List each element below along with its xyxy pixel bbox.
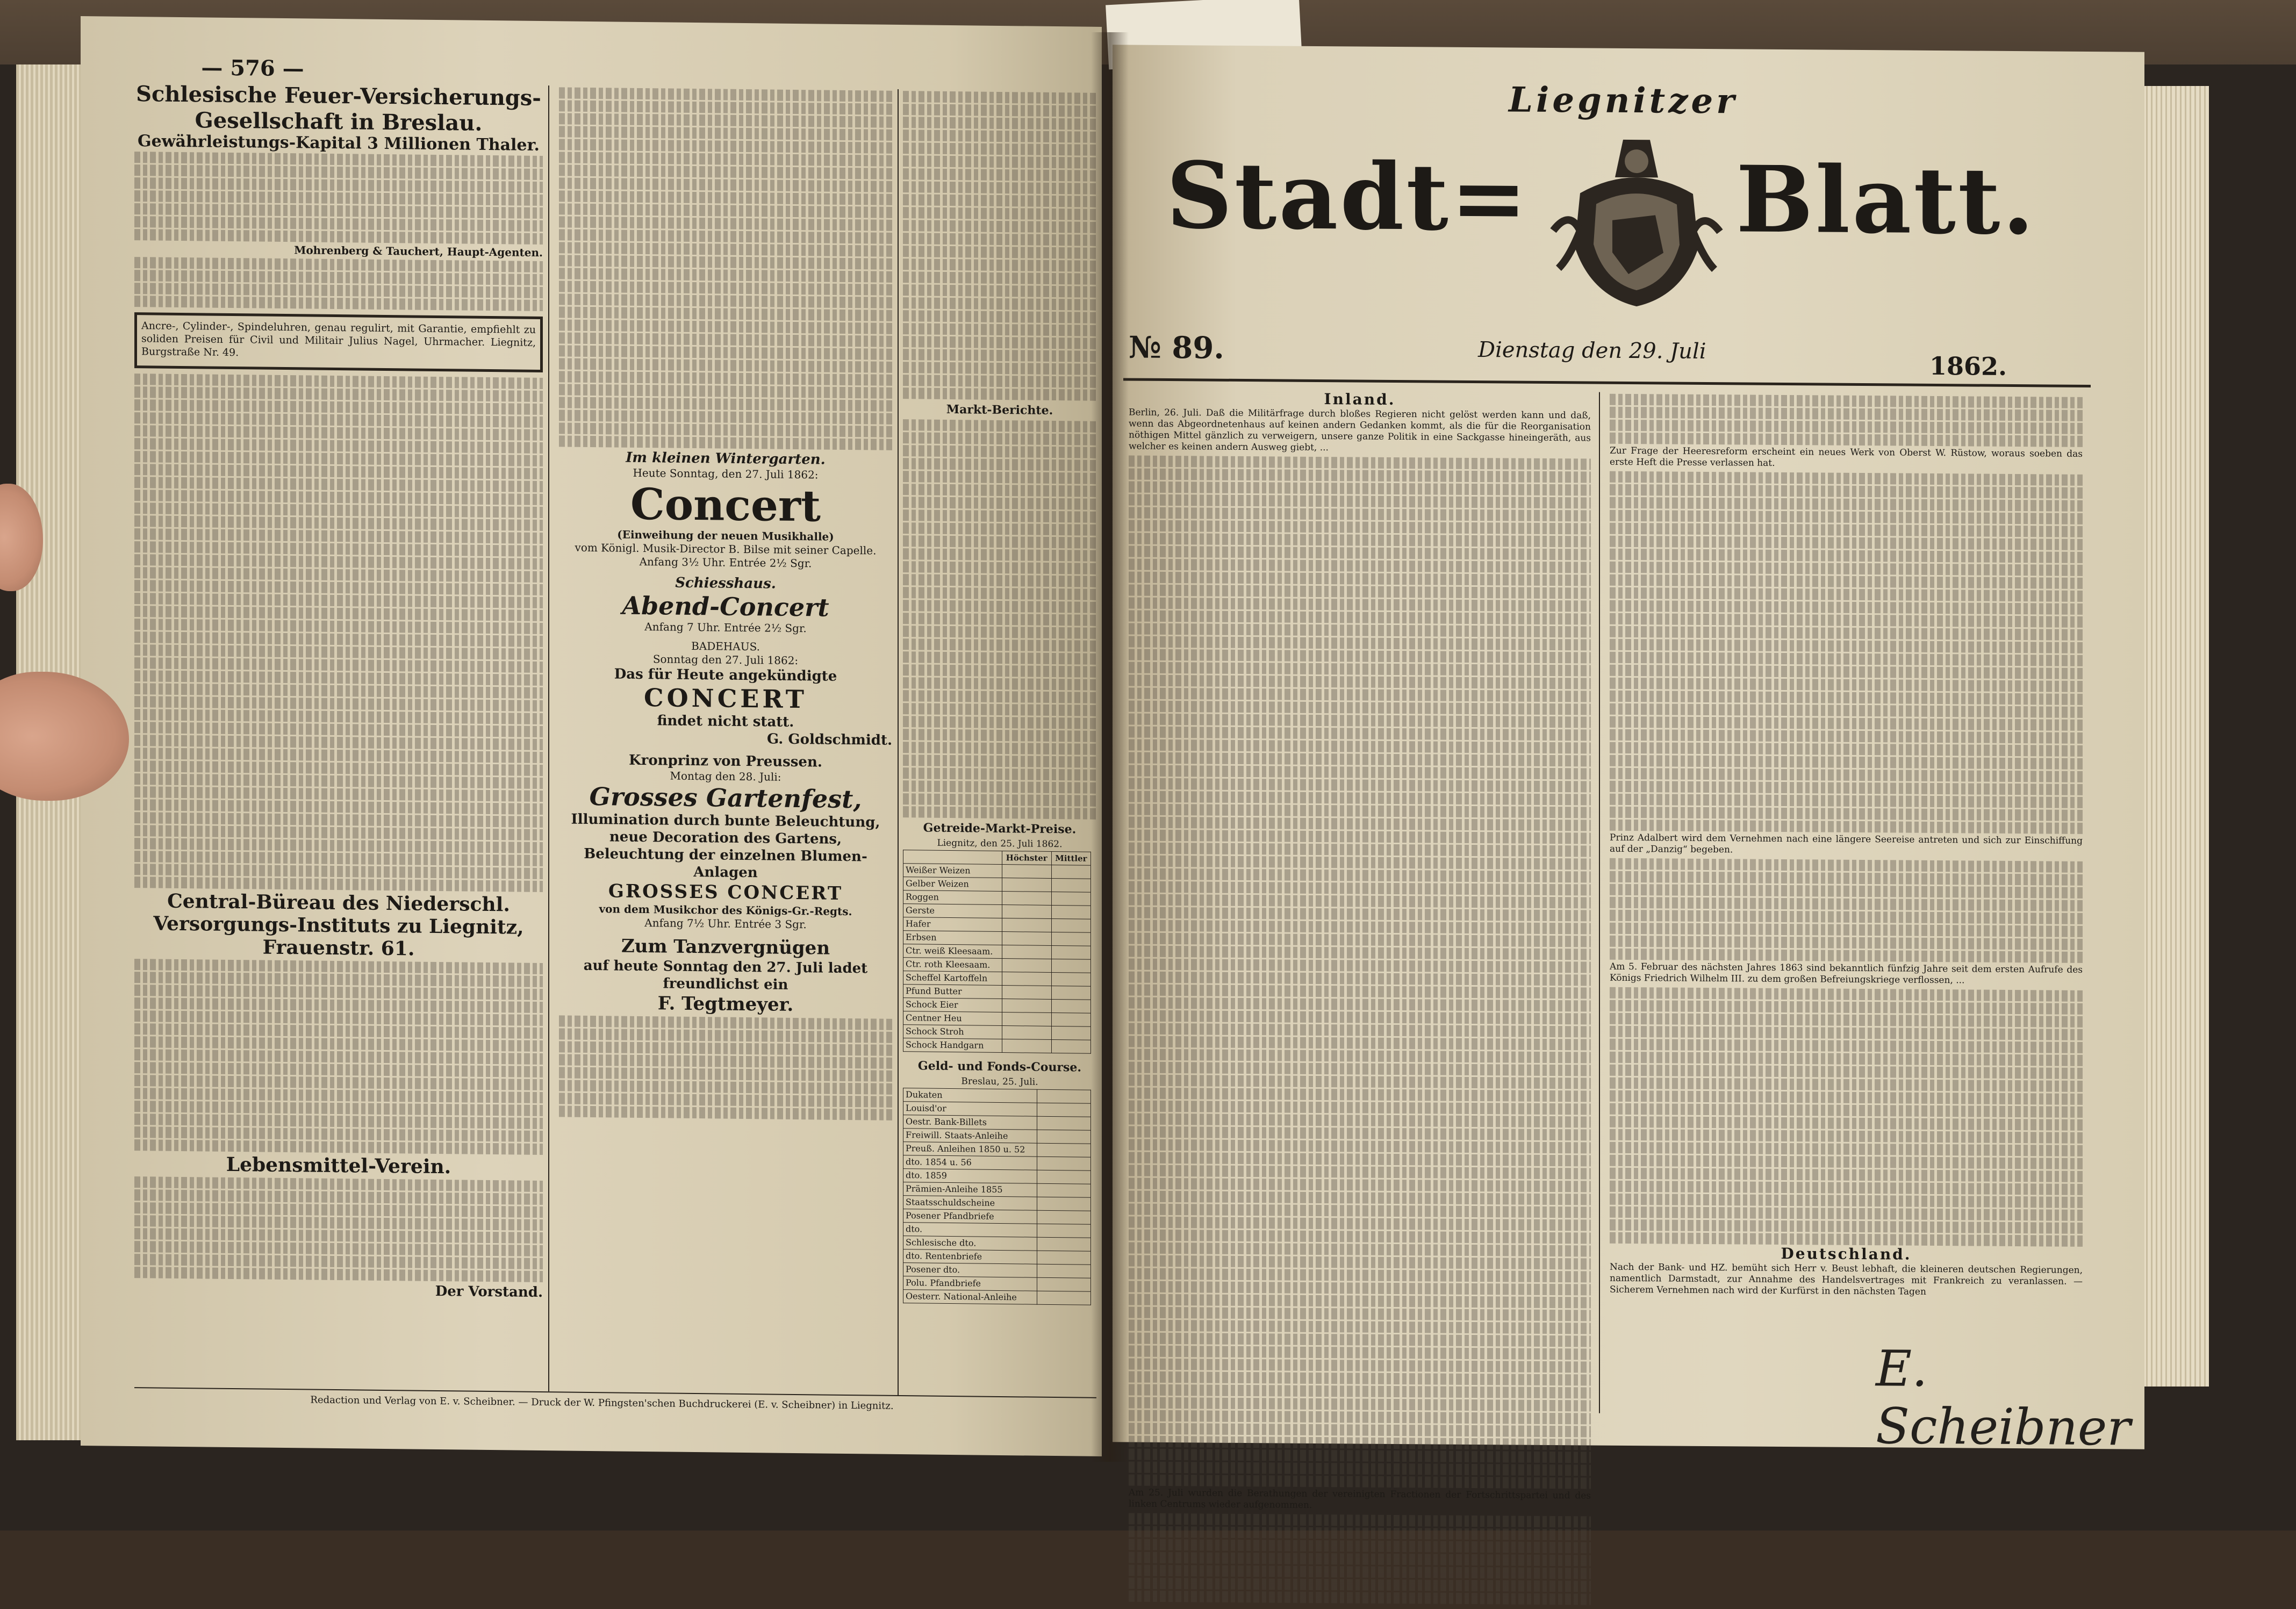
boxed-ad-text: Ancre-, Cylinder-, Spindeluhren, genau regulirt, mit Garantie, empfiehlt zu soliden Preisen für Civil und Militair Julius Nagel, Uhrmacher. Liegnitz, Burgstraße Nr. 49. [141,320,536,359]
commodity-label: Schock Handgarn [903,1038,1002,1053]
commodity-label: Hafer [903,917,1002,932]
issue-year: 1862. [1929,351,2007,381]
getreide-place: Liegnitz, den 25. Juli 1862. [937,837,1063,850]
masthead-town: Liegnitzer [1509,80,1738,122]
security-label: Posener Pfandbriefe [903,1209,1037,1224]
getreide-heading: Getreide-Markt-Preise. [923,821,1077,837]
table-row [903,890,1091,906]
commodity-label: Centner Heu [903,1011,1002,1026]
column-rule [548,85,549,1391]
table-row [903,1088,1091,1104]
fonds-table [903,1088,1091,1305]
vorstand-signoff: Der Vorstand. [435,1283,543,1301]
table-row [903,1236,1091,1252]
column-rule [1599,392,1600,1413]
concert-heading: Concert [630,478,821,531]
right-column-2 [1610,392,2083,1433]
column-header: Mittler [1051,851,1090,865]
table-row [903,1102,1091,1117]
right-column-1 [1129,389,1591,1511]
table-row [903,958,1091,973]
table-row [903,1249,1091,1265]
concert-cancelled: findet nicht statt. [657,713,794,730]
grosses-concert-start: Anfang 7½ Uhr. Entrée 3 Sgr. [644,916,807,931]
book-gutter [1091,32,1129,1462]
table-row [903,985,1091,1000]
geld-place: Breslau, 25. Juli. [961,1076,1038,1088]
capital-line: Gewährleistungs-Kapital 3 Millionen Thaler. [137,132,540,155]
security-label: dto. [903,1223,1037,1238]
deutschland-heading: Deutschland. [1781,1244,1912,1263]
issue-number: № 89. [1129,329,1224,366]
am-5-februar-paragraph: Am 5. Februar des nächsten Jahres 1863 sind bekanntlich fünfzig Jahre seit dem ersten Aufrufe des Königs Friedrich Wilhelm III. zu dem großen Befreiungskriege verflossen, ... [1610,961,2083,986]
table-row [903,944,1091,960]
grain-price-table [903,850,1091,1054]
gartenfest-heading: Grosses Gartenfest, [589,781,862,814]
table-row [903,1169,1091,1184]
commodity-label: Scheffel Kartoffeln [903,971,1002,986]
commodity-label: Gerste [903,904,1002,918]
commodity-label: Weißer Weizen [903,864,1002,878]
concert-date: Heute Sonntag, den 27. Juli 1862: [633,466,819,482]
concert-start: Anfang 3½ Uhr. Entrée 2½ Sgr. [639,555,812,570]
left-column-2 [559,85,892,1400]
am-25-juli-paragraph: Am 25. Juli wurden die Berathungen der vereinigten Fractionen der Fortschrittspartei und des linken Centrums wieder aufgenommen. [1129,1487,1591,1511]
column-rule [898,89,899,1395]
inland-heading: Inland. [1324,390,1396,408]
security-label: Polu. Pfandbriefe [903,1276,1037,1291]
table-row [903,1276,1091,1292]
table-row [903,877,1091,893]
zur-frage-paragraph: Zur Frage der Heeresreform erscheint ein neues Werk von Oberst W. Rüstow, woraus soeben das erste Heft die Presse verlassen hat. [1610,445,2083,469]
insurer-title: Schlesische Feuer-Versicherungs-Gesellschaft in Breslau. [136,81,541,136]
grosses-concert-performer: von dem Musikchor des Königs-Gr.-Regts. [599,902,852,918]
table-row [903,971,1091,987]
table-row [903,1263,1091,1278]
gartenfest-description: Illumination durch bunte Beleuchtung, neue Decoration des Gartens, Beleuchtung der einzelnen Blumen-Anlagen [571,811,880,881]
table-row [903,1155,1091,1171]
badehaus-date: Sonntag den 27. Juli 1862: [652,652,799,667]
security-label: Oestr. Bank-Billets [903,1115,1037,1130]
central-bureau-ad: Central-Büreau des Niederschl. Versorgungs-Instituts zu Liegnitz, Frauenstr. 61. [153,889,524,960]
security-label: Staatsschuldscheine [903,1196,1037,1211]
kronprinz-date: Montag den 28. Juli: [670,769,781,784]
insurer-agents: Mohrenberg & Tauchert, Haupt-Agenten. [294,243,543,260]
commodity-label: Schock Stroh [903,1025,1002,1039]
table-row [903,1129,1091,1144]
commodity-label: Erbsen [903,931,1002,945]
badehaus-line: Das für Heute angekündigte [614,666,837,685]
table-row [903,1223,1091,1238]
security-label: Oesterr. National-Anleihe [903,1290,1037,1305]
tegtmeyer-signoff: F. Tegtmeyer. [657,993,794,1016]
table-row [903,1290,1091,1305]
goldschmidt-signoff: G. Goldschmidt. [767,731,892,749]
commodity-label: Pfund Butter [903,985,1002,999]
table-row [903,1196,1091,1211]
left-column-3 [903,89,1096,1403]
lebensmittel-verein: Lebensmittel-Verein. [226,1153,451,1179]
security-label: dto. Rentenbriefe [903,1249,1037,1265]
table-row [903,1115,1091,1131]
imprint-line: Redaction und Verlag von E. v. Scheibner. — Druck der W. Pfingsten'schen Buchdruckerei (E. v. Scheibner) in Liegnitz. [310,1394,894,1412]
badehaus-heading: BADEHAUS. [691,639,760,653]
left-column-1 [134,81,543,1397]
security-label: Preuß. Anleihen 1850 u. 52 [903,1142,1037,1157]
table-row [903,1209,1091,1225]
right-newspaper-page [1113,45,2144,1511]
commodity-label: Ctr. weiß Kleesaam. [903,944,1002,959]
inland-opening: Berlin, 26. Juli. Daß die Militärfrage durch bloßes Regieren nicht gelöst werden kann und daß, wenn das Abgeordnetenhaus auf keinen andern Gedanken kommt, als die für die Reorganisation nöthigen Mittel gänzlich zu verweigern, unsere ganze Politik in eine Sackgasse hineingeräth, aus welcher es keinen andern Ausweg giebt, ... [1129,407,1591,454]
security-label: dto. 1859 [903,1169,1037,1184]
security-label: dto. 1854 u. 56 [903,1155,1037,1170]
commodity-label: Schock Eier [903,998,1002,1012]
tanz-line: auf heute Sonntag den 27. Juli ladet freundlichst ein [583,957,868,993]
security-label: Prämien-Anleihe 1855 [903,1182,1037,1197]
left-newspaper-page [81,16,1102,1456]
table-row [903,998,1091,1014]
concert-subtitle: (Einweihung der neuen Musikhalle) [617,528,834,543]
page-number: — 576 — [201,55,304,82]
schiesshaus-heading: Schiesshaus. [675,574,776,592]
markt-berichte-heading: Markt-Berichte. [946,402,1053,418]
deutschland-paragraph: Nach der Bank- und HZ. bemüht sich Herr v. Beust lebhaft, die kleineren deutschen Regierungen, namentlich Darmstadt, zur Annahme des Handelsvertrages mit Frankreich zu veranlassen. — Sicherem Vernehmen nach wird der Kurfürst in den nächsten Tagen [1610,1261,2083,1297]
table-row [903,904,1091,920]
commodity-label: Ctr. roth Kleesaam. [903,958,1002,972]
table-row [903,1182,1091,1198]
prinz-adalbert-paragraph: Prinz Adalbert wird dem Vernehmen nach eine längere Seereise antreten und sich zur Einschiffung auf der „Danzig“ begeben. [1610,832,2083,856]
coat-of-arms-icon [1548,128,1725,312]
table-row [903,931,1091,946]
masthead-title-left: Stadt= [1166,141,1530,252]
column-header: Höchster [1002,851,1051,865]
concert-director: vom Königl. Musik-Director B. Bilse mit seiner Capelle. [575,541,877,557]
security-label: Louisd'or [903,1102,1037,1117]
grosses-concert-heading: GROSSES CONCERT [608,880,843,904]
tanz-heading: Zum Tanzvergnügen [621,935,830,959]
abend-concert-heading: Abend-Concert [622,591,829,622]
table-row [903,1142,1091,1158]
masthead-title-right: Blatt. [1736,146,2036,256]
concert-caps-heading: CONCERT [643,683,808,714]
table-row [903,917,1091,933]
security-label: Dukaten [903,1088,1037,1103]
commodity-label: Roggen [903,890,1002,905]
abend-concert-start: Anfang 7 Uhr. Entrée 2½ Sgr. [644,620,807,635]
kronprinz-heading: Kronprinz von Preussen. [629,752,822,771]
table-row [903,1038,1091,1054]
table-row [903,864,1091,879]
issue-date: Dienstag den 29. Juli [1478,337,1706,364]
geld-heading: Geld- und Fonds-Course. [917,1059,1082,1075]
security-label: Schlesische dto. [903,1236,1037,1251]
wintergarten-heading: Im kleinen Wintergarten. [626,449,826,468]
table-row [903,1011,1091,1027]
commodity-label: Gelber Weizen [903,877,1002,892]
table-row [903,1025,1091,1040]
security-label: Posener dto. [903,1263,1037,1278]
security-label: Freiwill. Staats-Anleihe [903,1129,1037,1144]
boxed-watch-ad [134,312,543,372]
handwritten-signature: E. Scheibner [1876,1340,2131,1457]
